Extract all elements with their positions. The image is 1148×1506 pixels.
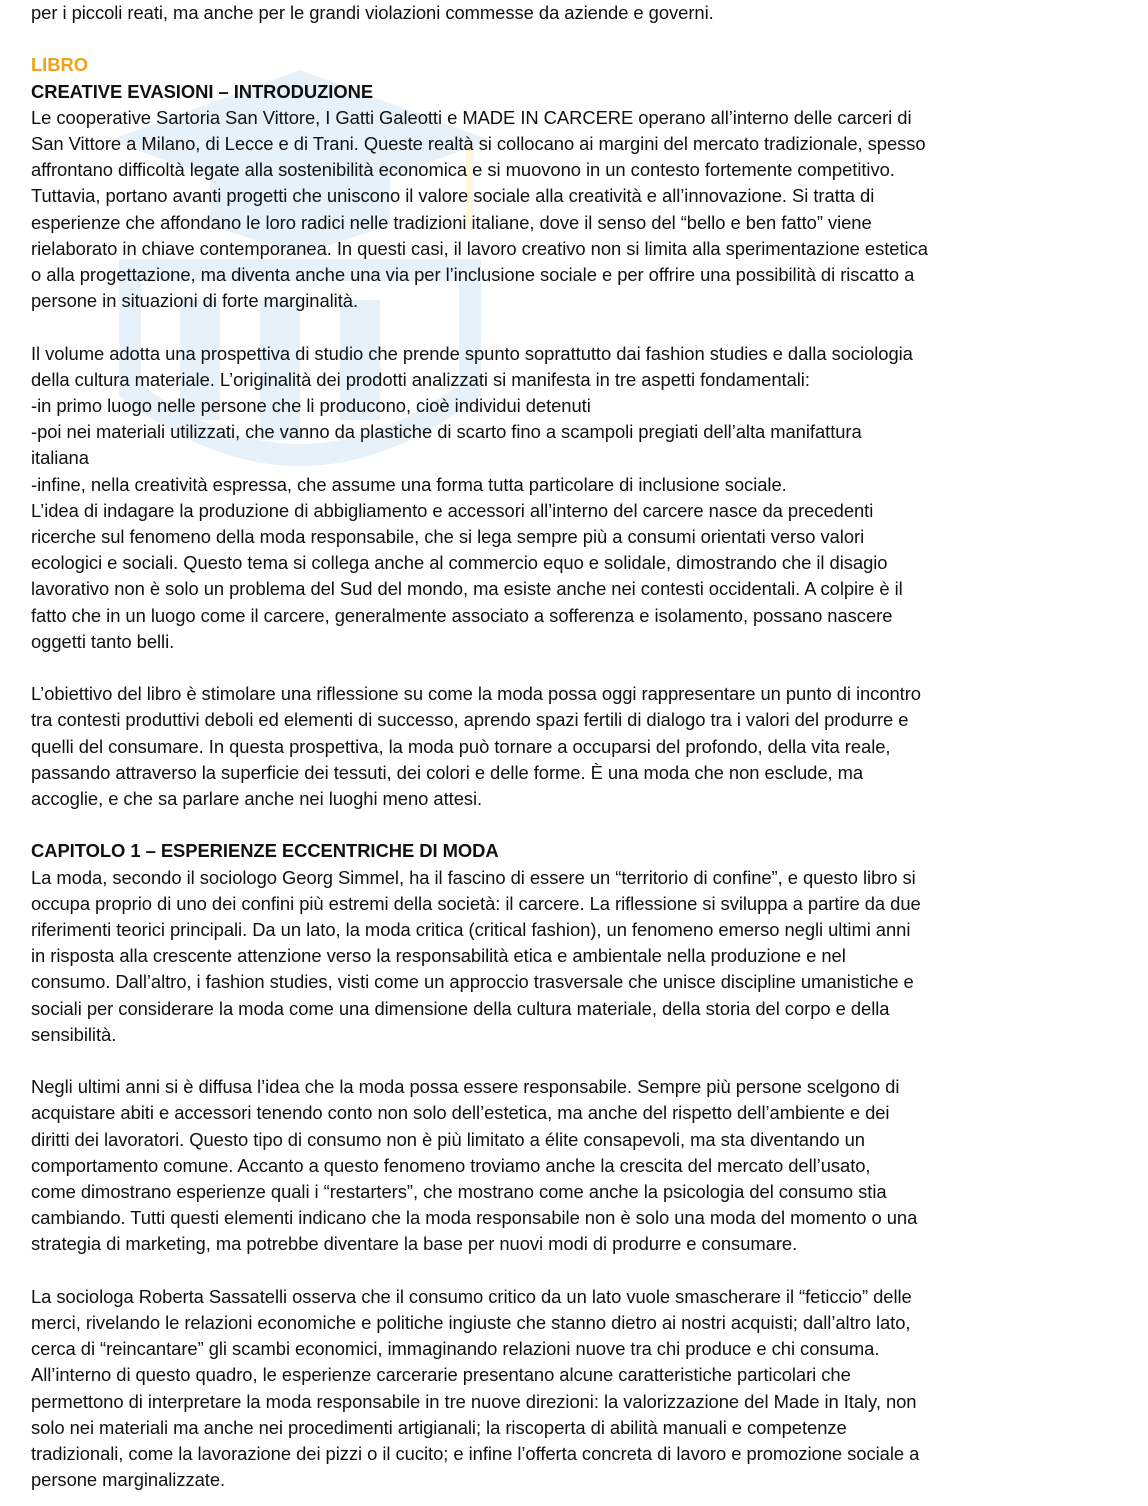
heading-chapter-1: CAPITOLO 1 – ESPERIENZE ECCENTRICHE DI MODA <box>31 840 499 862</box>
paragraph-line: accoglie, e che sa parlare anche nei luoghi meno attesi. <box>31 788 483 810</box>
paragraph-line: tradizionali, come la lavorazione dei pizzi o il cucito; e infine l’offerta concreta di lavoro e promozione sociale a <box>31 1443 920 1465</box>
paragraph-line: esperienze che affondano le loro radici nelle tradizioni italiane, dove il senso del “bello e ben fatto” viene <box>31 211 872 233</box>
paragraph-line: o alla progettazione, ma diventa anche una via per l’inclusione sociale e per offrire una possibilità di riscatto a <box>31 264 915 286</box>
paragraph-line: sociali per considerare la moda come una dimensione della cultura materiale, della storia del corpo e della <box>31 997 890 1019</box>
paragraph-line: cambiando. Tutti questi elementi indicano che la moda responsabile non è solo una moda del momento o una <box>31 1207 918 1229</box>
paragraph-line: consumo. Dall’altro, i fashion studies, visti come un approccio trasversale che unisce discipline umanistiche e <box>31 971 914 993</box>
paragraph-line: San Vittore a Milano, di Lecce e di Trani. Queste realtà si collocano ai margini del mercato tradizionale, spesso <box>31 133 926 154</box>
paragraph-4 <box>31 865 1121 1048</box>
document-page <box>31 0 1121 1493</box>
heading-intro: CREATIVE EVASIONI – INTRODUZIONE <box>31 80 374 102</box>
paragraph-line: occupa proprio di uno dei confini più estremi della società: il carcere. La riflessione si sviluppa a partire da due <box>31 892 921 914</box>
paragraph-line: in risposta alla crescente attenzione verso la responsabilità etica e ambientale nella produzione e nel <box>31 945 846 967</box>
paragraph-line: Le cooperative Sartoria San Vittore, I Gatti Galeotti e MADE IN CARCERE operano all’interno delle carceri di <box>31 106 912 128</box>
paragraph-line: merci, rivelando le relazioni economiche e politiche ingiuste che stanno dietro ai nostri acquisti; dall’altro lato, <box>31 1312 911 1334</box>
paragraph-line: diritti dei lavoratori. Questo tipo di consumo non è più limitato a élite consapevoli, ma sta diventando un <box>31 1128 865 1150</box>
paragraph-2 <box>31 341 1121 655</box>
paragraph-line: Il volume adotta una prospettiva di studio che prende spunto soprattutto dai fashion studies e dalla sociologia <box>31 342 913 364</box>
paragraph-line: acquistare abiti e accessori tenendo conto non solo dell’estetica, ma anche del rispetto dell’ambiente e dei <box>31 1102 890 1124</box>
paragraph-line: rielaborato in chiave contemporanea. In questi casi, il lavoro creativo non si limita alla sperimentazione estetica <box>31 237 928 259</box>
paragraph-line: passando attraverso la superficie dei tessuti, dei colori e delle forme. È una moda che non esclude, ma <box>31 761 864 783</box>
paragraph-line: All’interno di questo quadro, le esperienze carcerarie presentano alcune caratteristiche particolari che <box>31 1364 851 1386</box>
paragraph-line: Negli ultimi anni si è diffusa l’idea che la moda possa essere responsabile. Sempre più persone scelgono di <box>31 1076 900 1098</box>
paragraph-line: permettono di interpretare la moda responsabile in tre nuove direzioni: la valorizzazione del Made in Italy, non <box>31 1390 917 1412</box>
list-item: -infine, nella creatività espressa, che assume una forma tutta particolare di inclusione sociale. <box>31 473 787 495</box>
section-label: LIBRO <box>31 54 88 76</box>
paragraph-line: persone marginalizzate. <box>31 1469 226 1491</box>
paragraph-line: La moda, secondo il sociologo Georg Simmel, ha il fascino di essere un “territorio di confine”, e questo libro si <box>31 866 916 888</box>
paragraph-line: Tuttavia, portano avanti progetti che uniscono il valore sociale alla creatività e all’innovazione. Si tratta di <box>31 185 875 207</box>
paragraph-line: tra contesti produttivi deboli ed elementi di successo, aprendo spazi fertili di dialogo tra i valori del produrre e <box>31 709 909 731</box>
paragraph-line: solo nei materiali ma anche nei procedimenti artigianali; la riscoperta di abilità manuali e competenze <box>31 1416 847 1438</box>
paragraph-line: sensibilità. <box>31 1023 117 1045</box>
list-item: -poi nei materiali utilizzati, che vanno da plastiche di scarto fino a scampoli pregiati dell’alta manifattura <box>31 421 862 443</box>
paragraph-line: comportamento comune. Accanto a questo fenomeno troviamo anche la crescita del mercato dell’usato, <box>31 1154 871 1176</box>
paragraph-line: cerca di “reincantare” gli scambi economici, immaginando relazioni nuove tra chi produce e chi consuma. <box>31 1338 880 1360</box>
paragraph-line: della cultura materiale. L’originalità dei prodotti analizzati si manifesta in tre aspetti fondamentali: <box>31 368 810 390</box>
paragraph-line: come dimostrano esperienze quali i “restarters”, che mostrano come anche la psicologia del consumo stia <box>31 1181 887 1203</box>
list-item: italiana <box>31 447 89 469</box>
paragraph-line: L’obiettivo del libro è stimolare una riflessione su come la moda possa oggi rappresentare un punto di incontro <box>31 683 921 705</box>
paragraph-line: lavorativo non è solo un problema del Sud del mondo, ma esiste anche nei contesti occidentali. A colpire è il <box>31 578 903 600</box>
paragraph-line: strategia di marketing, ma potrebbe diventare la base per nuovi modi di produrre e consumare. <box>31 1233 798 1255</box>
paragraph-line: persone in situazioni di forte marginalità. <box>31 290 359 312</box>
paragraph-3 <box>31 681 1121 812</box>
paragraph-line: fatto che in un luogo come il carcere, generalmente associato a sofferenza e isolamento, possano nascere <box>31 604 893 626</box>
paragraph-1 <box>31 105 1121 315</box>
paragraph-line: oggetti tanto belli. <box>31 630 175 652</box>
paragraph-line: ecologici e sociali. Questo tema si collega anche al commercio equo e solidale, dimostrando che il disagio <box>31 552 888 574</box>
paragraph-line: L’idea di indagare la produzione di abbigliamento e accessori all’interno del carcere nasce da precedenti <box>31 499 874 521</box>
paragraph-line: affrontano difficoltà legate alla sostenibilità economica e si muovono in un contesto fortemente competitivo. <box>31 159 895 181</box>
list-item: -in primo luogo nelle persone che li producono, cioè individui detenuti <box>31 395 591 417</box>
paragraph-line: La sociologa Roberta Sassatelli osserva che il consumo critico da un lato vuole smascherare il “feticcio” delle <box>31 1285 912 1307</box>
paragraph-line: ricerche sul fenomeno della moda responsabile, che si lega sempre più a consumi orientati verso valori <box>31 526 865 548</box>
paragraph-line: quelli del consumare. In questa prospettiva, la moda può tornare a occuparsi del profondo, della vita reale, <box>31 735 891 757</box>
paragraph-6 <box>31 1284 1121 1494</box>
intro-line: per i piccoli reati, ma anche per le grandi violazioni commesse da aziende e governi. <box>31 2 714 23</box>
paragraph-line: riferimenti teorici principali. Da un lato, la moda critica (critical fashion), un fenomeno emerso negli ultimi anni <box>31 919 911 941</box>
paragraph-5 <box>31 1074 1121 1257</box>
